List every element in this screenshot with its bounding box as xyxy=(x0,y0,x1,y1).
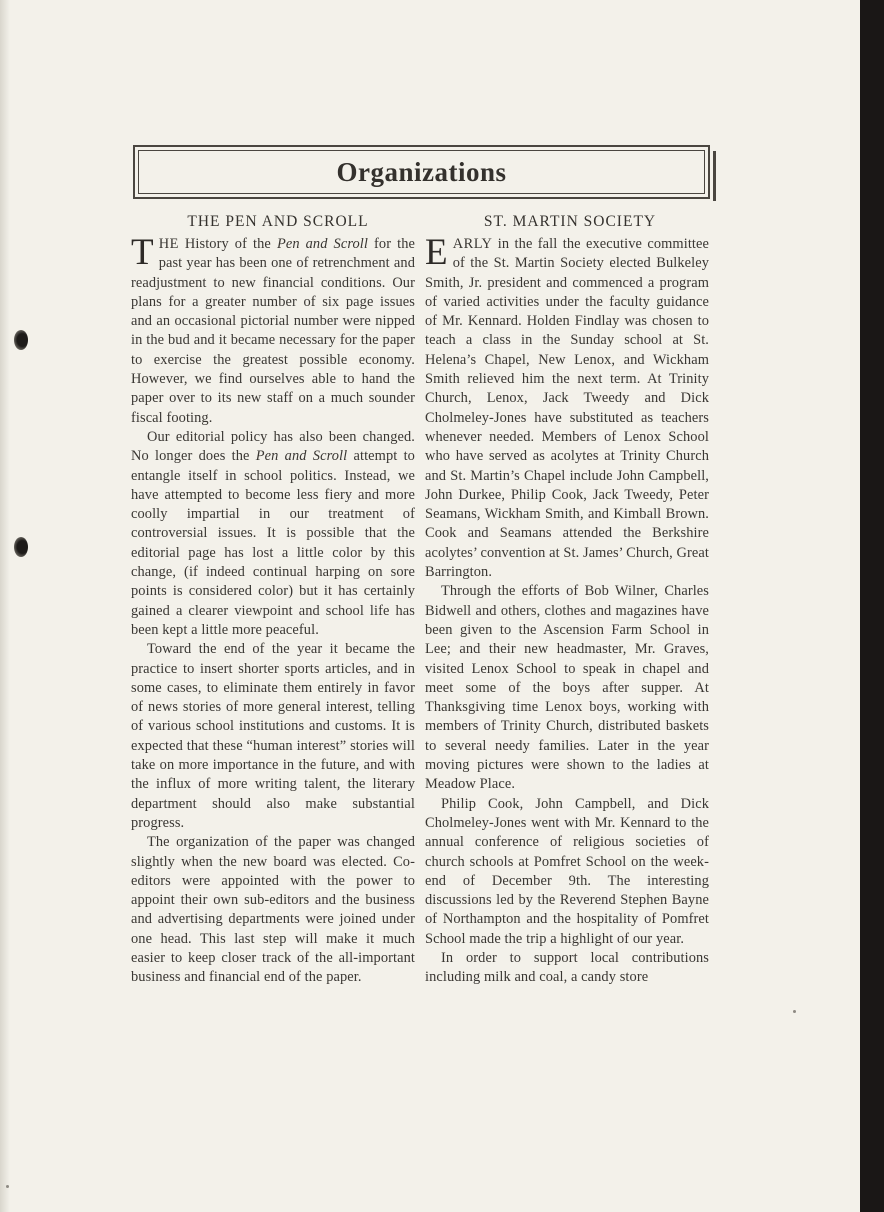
article-paragraph: The organization of the paper was changed slightly when the new board was elected. Co-editors were appointed with the power to appoint their own sub-editors and the business and advertising departments were joined under one head. This last step will make it much easier to keep closer track of the all-important business and financial end of the paper. xyxy=(131,834,415,986)
article-paragraph: In order to support local contributions including milk and coal, a candy store xyxy=(425,949,709,986)
publication-name: Pen and Scroll xyxy=(276,236,368,252)
speck xyxy=(6,1185,9,1188)
drop-cap: T xyxy=(131,232,154,273)
binding-shadow xyxy=(0,0,10,1212)
article-paragraph: Toward the end of the year it became the practice to insert shorter sports articles, and in some cases, to eliminate them entirely in favor of news stories of more general interest, telling of various school institutions and customs. It is expected that these “human interest” stories will take on more importance in the future, and with the influx of more writing talent, the literary department should also make substantial progress. xyxy=(131,641,415,831)
section-header-box xyxy=(133,145,710,199)
punch-hole xyxy=(14,330,28,350)
st-martin-society-column xyxy=(425,213,709,988)
page-edge xyxy=(860,0,884,1212)
article-paragraph: Through the efforts of Bob Wilner, Charles Bidwell and others, clothes and magazines have been given to the Ascension Farm School in Lee; and their new headmaster, Mr. Graves, visited Lenox School to speak in chapel and meet some of the boys after supper. At Thanksgiving time Lenox boys, working with members of Trinity Church, distributed baskets to several needy families. Later in the year moving pictures were shown to the ladies at Meadow Place. xyxy=(425,583,709,793)
drop-cap: E xyxy=(425,232,448,273)
speck xyxy=(793,1010,796,1013)
punch-hole xyxy=(14,537,28,557)
article-paragraph: Our editorial policy has also been changed. No longer does the Pen and Scroll attempt to entangle itself in school politics. Instead, we have attempted to become less fiery and more coolly impartial in our treatment of controversial issues. It is possible that the editorial page has lost a little color by this change, (if indeed continual harping on sore points is considered color) but it has certainly gained a clearer viewpoint and school life has been kept a little more peaceful. xyxy=(131,428,415,638)
article-paragraph: EARLY in the fall the executive committee of the St. Martin Society elected Bulkeley Smith, Jr. president and commenced a program of varied activities under the faculty guidance of Mr. Kennard. Holden Findlay was chosen to teach a class in the Sunday school at St. Helena’s Chapel, New Lenox, and Wickham Smith relieved him the next term. At Trinity Church, Lenox, Jack Tweedy and Dick Cholmeley-Jones have substituted as teachers whenever needed. Members of Lenox School who have served as acolytes at Trinity Church and St. Martin’s Chapel include John Campbell, John Durkee, Philip Cook, Jack Tweedy, Peter Seamans, Wickham Smith, and Kimball Brown. Cook and Seamans attended the Berkshire acolytes’ convention at St. James’ Church, Great Barrington. xyxy=(425,232,709,581)
article-paragraph: THE History of the Pen and Scroll for the past year has been one of retrenchment and readjustment to new financial conditions. Our plans for a greater number of six page issues and an occasional pictorial number were nipped in the bud and it became necessary for the paper to exercise the greatest possible economy. However, we find ourselves able to hand the paper over to its new staff on a much sounder fiscal footing. xyxy=(131,232,415,426)
pen-and-scroll-heading: THE PEN AND SCROLL xyxy=(187,213,369,230)
publication-name: Pen and Scroll xyxy=(255,448,348,465)
article-paragraph: Philip Cook, John Campbell, and Dick Cholmeley-Jones went with Mr. Kennard to the annual conference of religious societies of church schools at Pomfret School on the week-end of December 9th. The interesting discussions led by the Reverend Stephen Bayne of Northampton and the hospitality of Pomfret School made the trip a highlight of our year. xyxy=(425,795,709,947)
section-title: Organizations xyxy=(336,157,507,187)
pen-and-scroll-column xyxy=(131,213,415,988)
st-martin-society-heading: ST. MARTIN SOCIETY xyxy=(483,213,657,230)
